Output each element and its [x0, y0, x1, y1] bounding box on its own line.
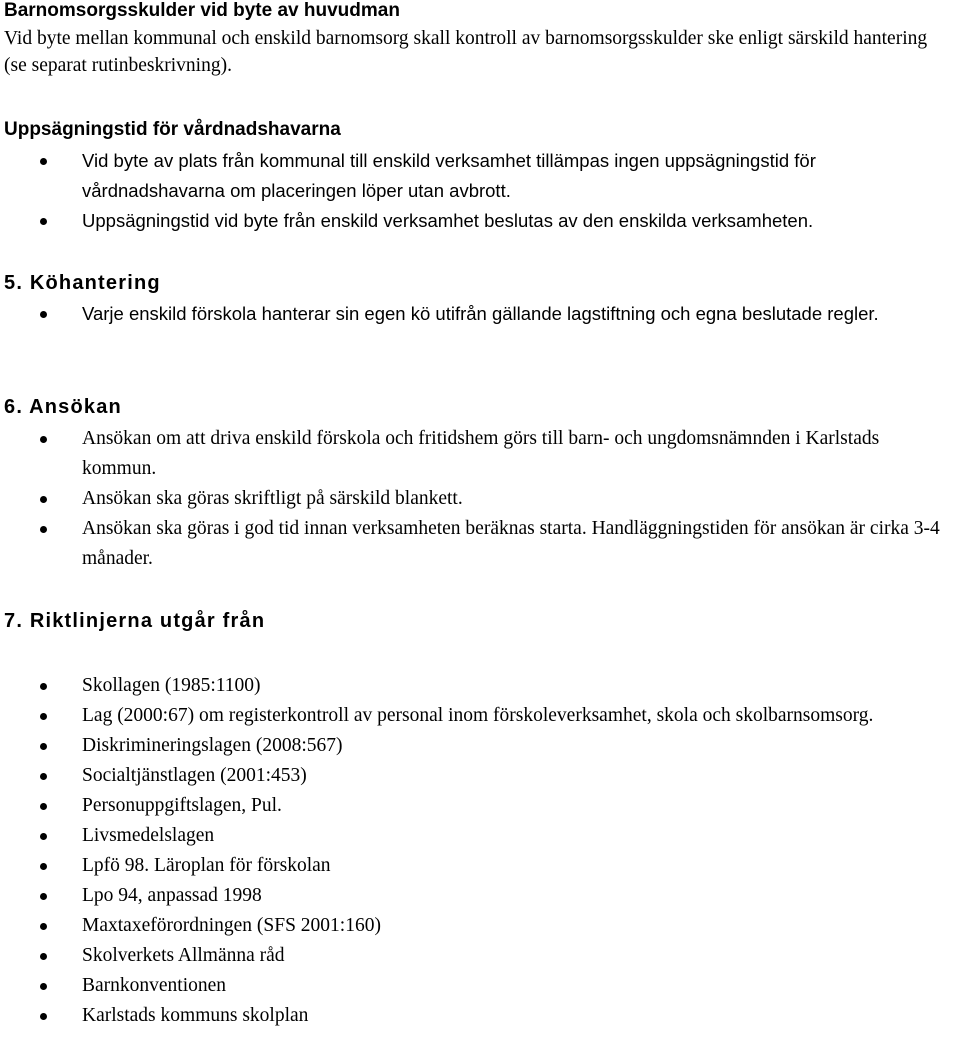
list-item: Karlstads kommuns skolplan [0, 1001, 958, 1031]
bullet-icon [40, 893, 47, 900]
list-item: Maxtaxeförordningen (SFS 2001:160) [0, 911, 958, 941]
list-item: Uppsägningstid vid byte från enskild verksamhet beslutas av den enskilda verksamheten. [0, 206, 958, 236]
heading-kohantering: 5. Köhantering [4, 272, 161, 294]
list-ansokan [0, 424, 958, 574]
list-item: Socialtjänstlagen (2001:453) [0, 761, 958, 791]
bullet-icon [40, 526, 47, 533]
list-riktlinjerna [0, 671, 958, 1031]
bullet-icon [40, 436, 47, 443]
bullet-icon [40, 773, 47, 780]
list-item: Livsmedelslagen [0, 821, 958, 851]
list-item: Lpfö 98. Läroplan för förskolan [0, 851, 958, 881]
list-item: Ansökan ska göras i god tid innan verksamheten beräknas starta. Handläggningstiden för ansökan är cirka 3-4 månader. [0, 514, 958, 574]
bullet-icon [40, 983, 47, 990]
list-item: Lag (2000:67) om registerkontroll av personal inom förskoleverksamhet, skola och skolbarnsomsorg. [0, 701, 958, 731]
list-item: Skolverkets Allmänna råd [0, 941, 958, 971]
bullet-icon [40, 863, 47, 870]
bullet-icon [40, 923, 47, 930]
list-item: Diskrimineringslagen (2008:567) [0, 731, 958, 761]
bullet-icon [40, 713, 47, 720]
bullet-icon [40, 496, 47, 503]
list-item: Personuppgiftslagen, Pul. [0, 791, 958, 821]
heading-riktlinjerna: 7. Riktlinjerna utgår från [4, 610, 266, 632]
paragraph-barnomsorgsskulder: Vid byte mellan kommunal och enskild barnomsorg skall kontroll av barnomsorgsskulder ske enligt särskild hantering (se separat rutinbeskrivning). [4, 28, 928, 76]
list-item: Varje enskild förskola hanterar sin egen kö utifrån gällande lagstiftning och egna beslutade regler. [0, 299, 958, 329]
bullet-icon [40, 833, 47, 840]
list-item: Lpo 94, anpassad 1998 [0, 881, 958, 911]
bullet-icon [40, 683, 47, 690]
heading-ansokan: 6. Ansökan [4, 396, 122, 418]
heading-uppsagningstid: Uppsägningstid för vårdnadshavarna [4, 119, 341, 140]
list-item: Ansökan ska göras skriftligt på särskild blankett. [0, 484, 958, 514]
list-kohantering [0, 299, 958, 329]
list-uppsagningstid [0, 146, 958, 236]
list-item: Barnkonventionen [0, 971, 958, 1001]
list-item: Ansökan om att driva enskild förskola och fritidshem görs till barn- och ungdomsnämnden i Karlstads kommun. [0, 424, 958, 484]
list-item: Vid byte av plats från kommunal till enskild verksamhet tillämpas ingen uppsägningstid för vårdnadshavarna om placeringen löper utan avbrott. [0, 146, 958, 206]
heading-barnomsorgsskulder: Barnomsorgsskulder vid byte av huvudman [4, 0, 400, 21]
bullet-icon [40, 311, 47, 318]
bullet-icon [40, 218, 47, 225]
bullet-icon [40, 158, 47, 165]
bullet-icon [40, 743, 47, 750]
list-item: Skollagen (1985:1100) [0, 671, 958, 701]
bullet-icon [40, 803, 47, 810]
bullet-icon [40, 1013, 47, 1020]
bullet-icon [40, 953, 47, 960]
